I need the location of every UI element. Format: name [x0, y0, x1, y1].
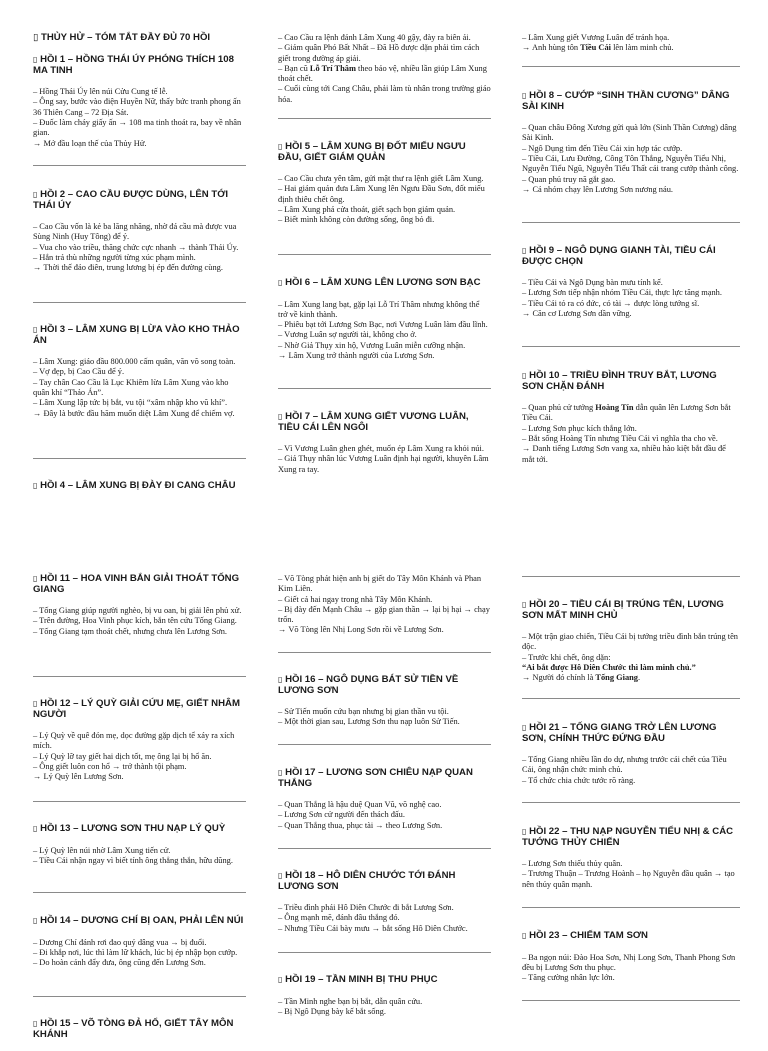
divider — [522, 66, 740, 67]
page-1 — [0, 0, 768, 512]
chapter-title: ▯ HỒI 20 – TIỀU CÁI BỊ TRÚNG TÊN, LƯƠNG SƠN MẤT MINH CHỦ — [522, 599, 724, 621]
box-icon: ▯ — [522, 91, 527, 100]
chapter-13 — [33, 824, 246, 866]
chapter-line: – Tổ chức chia chức tước rõ ràng. — [522, 775, 636, 785]
box-icon: ▯ — [522, 371, 527, 380]
chapter-line: – Lâm Xung giết Vương Luân để tránh họa. — [522, 33, 670, 42]
chapter-9 — [522, 246, 740, 319]
divider — [278, 652, 491, 653]
chapter-line: – Bị Ngô Dụng bày kế bắt sống. — [278, 1006, 386, 1016]
chapter-8 — [522, 91, 740, 195]
chapter-line: – Lương Sơn tiếp nhận nhóm Tiều Cái, thực lực tăng mạnh. — [522, 288, 722, 298]
chapter-line: – Lương Sơn cử người đến thách đấu. — [278, 810, 405, 820]
chapter-line: → Lý Quỳ lên Lương Sơn. — [33, 772, 124, 782]
box-icon: ▯ — [278, 975, 283, 984]
chapter-3 — [33, 325, 246, 419]
chapter-line: – Trương Thuận – Trương Hoành – họ Nguyễn đầu quân → tạo nên thủy quân mạnh. — [522, 869, 735, 889]
document-title: ▯ THỦY HỬ – TÓM TẮT ĐẦY ĐỦ 70 HỒI — [33, 32, 211, 43]
chapter-14 — [33, 916, 246, 968]
chapter-line: – Ông giết luôn con hổ → trở thành tội phạm. — [33, 762, 187, 772]
box-icon: ▯ — [278, 142, 283, 151]
divider — [33, 458, 246, 459]
chapter-line: – Cuối cùng tới Cang Châu, phải làm tù nhân trong trường giáo hóa. — [278, 84, 491, 104]
chapter-line: – Bạn cũ Lỗ Trí Thâm theo bảo vệ, nhiều lần giúp Lâm Xung thoát chết. — [278, 63, 487, 84]
box-icon: ▯ — [33, 1019, 38, 1028]
chapter-title: ▯ HỒI 6 – LÂM XUNG LÊN LƯƠNG SƠN BẠC — [278, 277, 481, 288]
chapter-line: – Quan Thắng là hậu duệ Quan Vũ, võ nghệ cao. — [278, 800, 442, 810]
chapter-line: – Đuốc làm cháy giấy ấn → 108 ma tinh thoát ra, bay về nhân gian. — [33, 118, 242, 138]
chapter-line: – Sử Tiến muốn cứu bạn nhưng bị gian thần vu tội. — [278, 707, 449, 717]
document-header — [33, 32, 246, 43]
divider — [522, 222, 740, 223]
chapter-title: ▯ HỒI 18 – HÔ DIÊN CHƯỚC TỚI ĐÁNH LƯƠNG SƠN — [278, 870, 456, 892]
chapter-line: → Thời thế đảo điên, trung lương bị ép đến đường cùng. — [33, 263, 223, 273]
divider — [33, 892, 246, 893]
chapter-line: – Lý Quỳ về quê đón mẹ, dọc đường gặp dịch tể xáy ra xích mích. — [33, 731, 235, 751]
chapter-title: ▯ HỒI 1 – HỒNG THÁI ÚY PHÓNG THÍCH 108 MA TINH — [33, 54, 234, 76]
chapter-line: – Phiêu bạt tới Lương Sơn Bạc, nơi Vương Luân làm đầu lĩnh. — [278, 320, 488, 330]
chapter-line: – Tần Minh nghe bạn bị bắt, dẫn quân cứu. — [278, 996, 423, 1006]
box-icon: ▯ — [33, 699, 38, 708]
box-icon: ▯ — [33, 574, 38, 583]
divider — [278, 952, 491, 953]
chapter-line: – Tay chân Cao Cầu là Lục Khiêm lừa Lâm Xung vào kho quân khí “Thảo Án”. — [33, 377, 229, 398]
chapter-line: – Trên đường, Hoa Vinh phục kích, bắn tên cứu Tống Giang. — [33, 616, 237, 626]
divider — [33, 676, 246, 677]
chapter-line: – Tống Giang giúp người nghèo, bị vu oan, bị giải lên phủ xử. — [33, 606, 242, 616]
chapter-line: – Ngô Dụng tìm đến Tiều Cái xin hợp tác cướp. — [522, 143, 683, 153]
chapter-line: – Vương Luân sợ người tài, không cho ở. — [278, 330, 417, 340]
chapter-line: – Lương Sơn phục kích thắng lớn. — [522, 423, 637, 433]
chapter-title: ▯ HỒI 14 – DƯƠNG CHÍ BỊ OAN, PHẢI LÊN NÚI — [33, 915, 244, 926]
box-icon: ▯ — [33, 481, 38, 490]
chapter-line: “Ai bắt được Hô Diên Chước thì làm minh chủ.” — [522, 663, 696, 673]
chapter-line: – Quan Thắng thua, phục tài → theo Lương Sơn. — [278, 820, 443, 830]
chapter-title: ▯ HỒI 5 – LÂM XUNG BỊ ĐỐT MIẾU NGƯU ĐẦU, GIẾT GIÁM QUẢN — [278, 141, 466, 163]
chapter-line: – Lý Quỳ lỡ tay giết hai dịch tốt, mẹ ông lại bị hổ ăn. — [33, 751, 212, 761]
chapter-line: → Cả nhóm chạy lên Lương Sơn nương náu. — [522, 184, 673, 194]
chapter-line: – Quan châu Đông Xương gửi quà lớn (Sinh Thần Cương) dâng Sài Kinh. — [522, 123, 737, 143]
chapter-line: – Bị đày đến Mạnh Châu → gặp gian thần → lại bị hại → chạy trốn. — [278, 604, 490, 625]
chapter-line: → Đây là bước đầu hãm muốn diệt Lâm Xung để chiếm vợ. — [33, 408, 235, 418]
chapter-16 — [278, 675, 491, 728]
chapter-line: – Tiều Cái, Lưu Đường, Công Tôn Thắng, Nguyễn Tiểu Nhị, Nguyễn Tiểu Ngũ, Nguyễn Tiểu Thất cải trang cướp thành công. — [522, 154, 739, 174]
chapter-title: ▯ HỒI 22 – THU NẠP NGUYỄN TIỂU NHỊ & CÁC TƯỚNG THỦY CHIẾN — [522, 826, 734, 848]
chapter-6 — [278, 278, 491, 361]
chapter-title: ▯ HỒI 19 – TẦN MINH BỊ THU PHỤC — [278, 974, 438, 985]
divider — [278, 118, 491, 119]
divider — [278, 848, 491, 849]
box-icon: ▯ — [522, 723, 527, 732]
divider — [522, 802, 740, 803]
box-icon: ▯ — [33, 916, 38, 925]
chapter-line: – Cao Cầu chưa yên tâm, gửi mật thư ra lệnh giết Lâm Xung. — [278, 174, 484, 184]
chapter-line: – Nhờ Giả Thụy xin hộ, Vương Luân miễn cưỡng nhận. — [278, 340, 466, 350]
chapter-line: – Triều đình phái Hô Diên Chước đi bắt Lương Sơn. — [278, 903, 454, 913]
chapter-line: – Tiều Cái nhận ngay vì biết tính ông thẳng thắn, hữu dũng. — [33, 855, 233, 865]
chapter-line: – Quan phủ cử tướng Hoàng Tín dẫn quân lên Lương Sơn bắt Tiều Cái. — [522, 403, 731, 423]
divider — [522, 1000, 740, 1001]
chapter-title: ▯ HỒI 16 – NGÔ DỤNG BÁT SỬ TIỀN VỀ LƯƠNG SƠN — [278, 674, 459, 696]
box-icon: ▯ — [522, 600, 527, 609]
box-icon: ▯ — [33, 32, 39, 43]
divider — [33, 801, 246, 802]
chapter-title: ▯ HỒI 15 – VÕ TÒNG ĐẢ HỔ, GIẾT TÂY MÔN KHÁNH — [33, 1018, 234, 1040]
chapter-title: ▯ HỒI 11 – HOA VINH BẮN GIẢI THOÁT TỐNG GIANG — [33, 573, 240, 595]
chapter-23 — [522, 931, 740, 983]
chapter-title: ▯ HỒI 2 – CAO CẦU ĐƯỢC DÙNG, LÊN TỚI THÁI ÚY — [33, 189, 229, 211]
chapter-title: ▯ HỒI 23 – CHIẾM TAM SƠN — [522, 930, 648, 941]
box-icon: ▯ — [33, 824, 38, 833]
chapter-line: – Tiều Cái và Ngô Dụng bàn mưu tính kế. — [522, 278, 663, 288]
chapter-line: – Giám quân Phó Bất Nhất – Đã Hồ được dặn phải tìm cách giết trong đường áp giải. — [278, 43, 480, 63]
chapter-line: – Một thời gian sau, Lương Sơn thu nạp luôn Sử Tiến. — [278, 717, 460, 727]
chapter-title: ▯ HỒI 21 – TỐNG GIANG TRỞ LÊN LƯƠNG SƠN, CHÍNH THỨC ĐỨNG ĐẦU — [522, 722, 717, 744]
chapter-21 — [522, 723, 740, 786]
chapter-line: – Lương Sơn thiếu thủy quân. — [522, 859, 623, 869]
chapter-line: → Người đó chính là Tống Giang. — [522, 673, 641, 683]
chapter-line: – Biết mình không còn đường sống, ông bỏ đi. — [278, 215, 435, 225]
chapter-title: ▯ HỒI 7 – LÂM XUNG GIẾT VƯƠNG LUÂN, TIỀU CÁI LÊN NGÔI — [278, 411, 469, 433]
chapter-line: – Trước khi chết, ông dặn: — [522, 652, 611, 662]
chapter-line: – Ông say, bước vào điện Huyền Nữ, thấy bức tranh phong ấn 36 Thiên Cang – 72 Địa Sát. — [33, 97, 241, 117]
chapter-line: – Hắn trả thù những người từng xúc phạm mình. — [33, 253, 196, 263]
chapter-title: ▯ HỒI 9 – NGÔ DỤNG GIANH TÀI, TIỀU CÁI ĐƯỢC CHỌN — [522, 245, 716, 267]
box-icon: ▯ — [278, 675, 283, 684]
chapter-line: – Giả Thụy nhân lúc Vương Luân định hại người, khuyên Lâm Xung ra tay. — [278, 454, 489, 474]
chapter-2 — [33, 190, 246, 274]
chapter-line: – Hai giám quản đưa Lâm Xung lên Ngưu Đầu Sơn, đốt miếu định thiêu chết ông. — [278, 184, 485, 204]
divider — [522, 576, 740, 577]
box-icon: ▯ — [522, 827, 527, 836]
chapter-line: – Tăng cường nhân lực lớn. — [522, 973, 615, 983]
chapter-11 — [33, 574, 246, 637]
chapter-line: – Bắt sống Hoàng Tín nhưng Tiều Cái vì nghĩa tha cho về. — [522, 434, 718, 444]
chapter-title: ▯ HỒI 4 – LÂM XUNG BỊ ĐÀY ĐI CANG CHÂU — [33, 480, 236, 491]
box-icon: ▯ — [522, 246, 527, 255]
chapter-line: – Vì Vương Luân ghen ghét, muốn ép Lâm Xung ra khỏi núi. — [278, 444, 484, 454]
chapter-20 — [522, 600, 740, 684]
chapter-7-continued — [522, 33, 740, 54]
chapter-line: – Tiều Cái tỏ ra có đức, có tài → được lòng tướng sĩ. — [522, 298, 700, 308]
box-icon: ▯ — [33, 325, 38, 334]
chapter-title: ▯ HỒI 8 – CƯỚP “SINH THẦN CƯƠNG” DÂNG SÀI KINH — [522, 90, 730, 112]
chapter-line: → Mở đầu loạn thế của Thủy Hử. — [33, 138, 147, 148]
chapter-line: – Do hoàn cảnh đẩy đưa, ông cũng đến Lương Sơn. — [33, 958, 206, 968]
chapter-line: – Quan phủ truy nã gắt gao. — [522, 174, 616, 184]
chapter-line: – Tống Giang tạm thoát chết, nhưng chưa lên Lương Sơn. — [33, 626, 227, 636]
chapter-line: – Lâm Xung lập tức bị bắt, vu tội “xâm nhập kho vũ khí”. — [33, 398, 228, 408]
chapter-line: – Lâm Xung: giáo đầu 800.000 cấm quân, văn võ song toàn. — [33, 357, 236, 367]
chapter-line: – Cao Cầu ra lệnh đánh Lâm Xung 40 gậy, đày ra biên ải. — [278, 33, 471, 42]
chapter-line: – Vợ đẹp, bị Cao Cầu để ý. — [33, 367, 125, 377]
box-icon: ▯ — [278, 768, 283, 777]
chapter-line: → Anh hùng tôn Tiều Cái lên làm minh chủ. — [522, 43, 674, 53]
chapter-line: – Giết cả hai ngay trong nhà Tây Môn Khánh. — [278, 594, 433, 604]
divider — [33, 302, 246, 303]
chapter-18 — [278, 871, 491, 934]
chapter-line: – Vua cho vào triều, thăng chức cực nhanh → thành Thái Úy. — [33, 242, 239, 252]
chapter-line: – Tống Giang nhiều lần do dự, nhưng trước cái chết của Tiều Cái, ông nhận chức minh chủ. — [522, 755, 727, 775]
divider — [33, 996, 246, 997]
box-icon: ▯ — [522, 931, 527, 940]
chapter-5 — [278, 142, 491, 226]
box-icon: ▯ — [278, 278, 283, 287]
divider — [522, 346, 740, 347]
divider — [33, 165, 246, 166]
chapter-line: – Ông mạnh mẽ, đánh đâu thắng đó. — [278, 913, 400, 923]
chapter-line: → Võ Tòng lên Nhị Long Sơn rồi về Lương Sơn. — [278, 625, 444, 635]
divider — [278, 388, 491, 389]
chapter-12 — [33, 699, 246, 783]
chapter-1 — [33, 55, 246, 149]
chapter-line: – Lý Quỳ lên núi nhờ Lâm Xung tiến cử. — [33, 845, 171, 855]
chapter-line: → Lâm Xung trở thành người của Lương Sơn. — [278, 351, 435, 361]
chapter-15-continued — [278, 574, 491, 636]
chapter-title: ▯ HỒI 13 – LƯƠNG SƠN THU NẠP LÝ QUỲ — [33, 823, 226, 834]
chapter-22 — [522, 827, 740, 890]
chapter-19 — [278, 975, 491, 1017]
divider — [278, 744, 491, 745]
box-icon: ▯ — [33, 190, 38, 199]
chapter-title: ▯ HỒI 12 – LÝ QUỲ GIẢI CỨU MẸ, GIẾT NHÂM NGƯỜI — [33, 698, 240, 720]
chapter-line: – Lâm Xung lang bạt, gặp lại Lỗ Trí Thâm nhưng không thể trở về kinh thành. — [278, 299, 480, 319]
chapter-title: ▯ HỒI 17 – LƯƠNG SƠN CHIÊU NẠP QUAN THẮNG — [278, 767, 473, 789]
box-icon: ▯ — [278, 412, 283, 421]
chapter-line: – Ba ngọn núi: Đào Hoa Sơn, Nhị Long Sơn, Thanh Phong Sơn đều bị Lương Sơn thu phục. — [522, 952, 736, 972]
chapter-line: – Võ Tòng phát hiện anh bị giết do Tây Môn Khánh và Phan Kim Liên. — [278, 574, 482, 594]
chapter-line: – Một trận giao chiến, Tiều Cái bị tướng triều đình bắn trúng tên độc. — [522, 632, 738, 652]
chapter-line: – Nhưng Tiều Cái bày mưu → bắt sống Hô Diên Chước. — [278, 923, 468, 933]
chapter-line: – Dương Chí đánh rơi đao quý dâng vua → bị đuổi. — [33, 937, 207, 947]
chapter-title: ▯ HỒI 3 – LÂM XUNG BỊ LỪA VÀO KHO THẢO ÁN — [33, 324, 240, 346]
chapter-line: – Lâm Xung phá cửa thoát, giết sạch bọn giám quản. — [278, 205, 456, 215]
chapter-line: – Hồng Thái Úy lên núi Cửu Cung tế lễ. — [33, 87, 168, 97]
box-icon: ▯ — [278, 871, 283, 880]
box-icon: ▯ — [33, 55, 38, 64]
chapter-10 — [522, 371, 740, 465]
chapter-4-continued — [278, 33, 491, 105]
chapter-line: – Đi khắp nơi, lúc thì làm lữ khách, lúc bị ép nhập bọn cướp. — [33, 947, 238, 957]
chapter-line: – Cao Cầu vốn là kẻ ba lăng nhăng, nhờ đá cầu mà được vua Sùng Ninh (Huy Tông) để ý. — [33, 222, 237, 242]
chapter-15 — [33, 1019, 246, 1051]
divider — [522, 698, 740, 699]
chapter-title: ▯ HỒI 10 – TRIỀU ĐÌNH TRUY BẮT, LƯƠNG SƠN CHẶN ĐÁNH — [522, 370, 717, 392]
chapter-line: → Căn cơ Lương Sơn dần vững. — [522, 309, 632, 319]
divider — [522, 907, 740, 908]
chapter-7 — [278, 412, 491, 475]
page-2 — [0, 512, 768, 1040]
chapter-17 — [278, 768, 491, 831]
divider — [278, 254, 491, 255]
chapter-4 — [33, 481, 246, 503]
chapter-line: → Danh tiếng Lương Sơn vang xa, nhiều hào kiệt bắt đầu để mắt tới. — [522, 444, 726, 464]
